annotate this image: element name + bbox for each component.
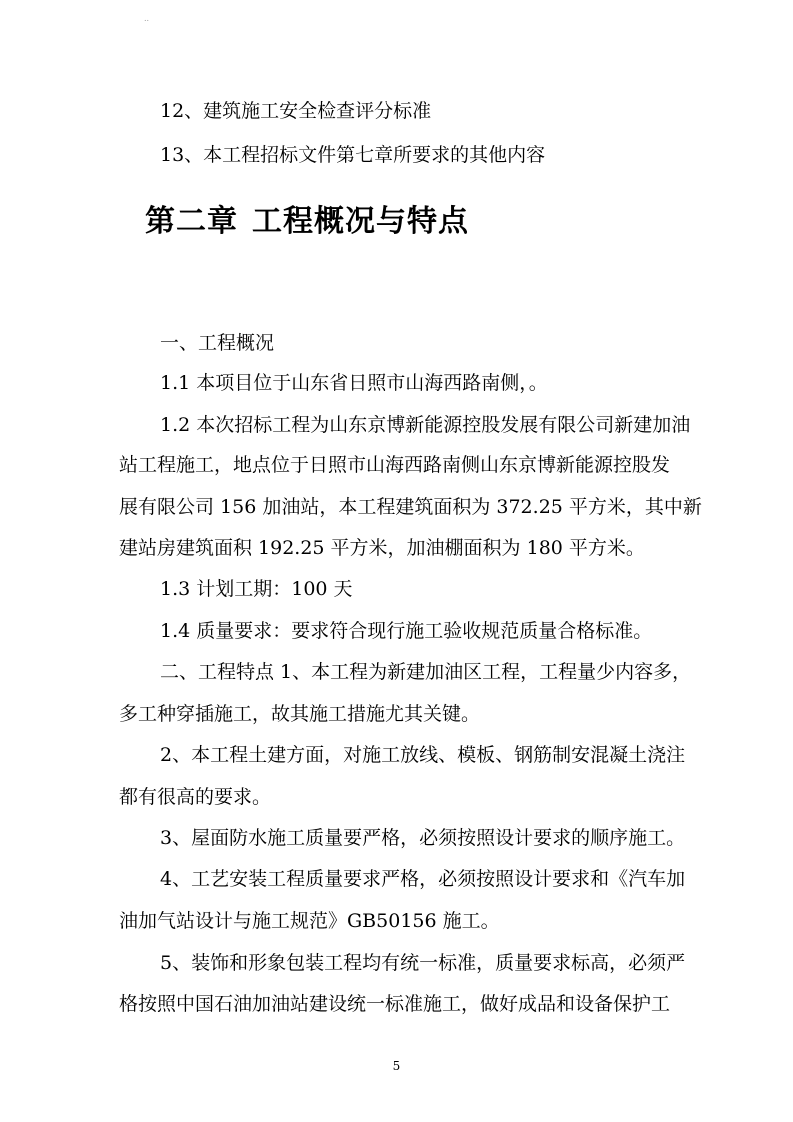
paragraph-2-1-line: 二、工程特点 1、本工程为新建加油区工程，工程量少内容多， (160, 661, 692, 683)
corner-mark: .. (144, 14, 150, 23)
paragraph-2-2-line: 都有很高的要求。 (119, 786, 272, 808)
paragraph-1-2-line: 1.2 本次招标工程为山东京博新能源控股发展有限公司新建加油 (160, 414, 691, 436)
list-item-13: 13、本工程招标文件第七章所要求的其他内容 (160, 144, 546, 166)
paragraph-1-2-line: 建站房建筑面积 192.25 平方米，加油棚面积为 180 平方米。 (119, 537, 645, 559)
paragraph-1-4: 1.4 质量要求：要求符合现行施工验收规范质量合格标准。 (160, 620, 653, 642)
paragraph-1-1: 1.1 本项目位于山东省日照市山海西路南侧，。 (160, 372, 548, 394)
list-item-12: 12、建筑施工安全检查评分标准 (160, 100, 432, 122)
paragraph-2-4-line: 油加气站设计与施工规范》GB50156 施工。 (119, 910, 500, 932)
paragraph-2-5-line: 格按照中国石油加油站建设统一标准施工，做好成品和设备保护工 (119, 993, 671, 1015)
paragraph-1-2-line: 站工程施工，地点位于日照市山海西路南侧山东京博新能源控股发 (119, 454, 671, 476)
paragraph-2-1-line: 多工种穿插施工，故其施工措施尤其关键。 (119, 703, 481, 725)
paragraph-2-5-line: 5、装饰和形象包装工程均有统一标准，质量要求标高，必须严 (160, 952, 686, 974)
page-number: 5 (392, 1059, 401, 1073)
chapter-heading (145, 202, 469, 242)
paragraph-2-3: 3、屋面防水施工质量要严格，必须按照设计要求的顺序施工。 (160, 827, 686, 849)
chapter-title: 工程概况与特点 (252, 204, 469, 239)
paragraph-2-4-line: 4、工艺安装工程质量要求严格，必须按照设计要求和《汽车加 (160, 868, 686, 890)
paragraph-1-3: 1.3 计划工期：100 天 (160, 578, 353, 600)
section-heading-overview: 一、工程概况 (160, 332, 275, 354)
paragraph-2-2-line: 2、本工程土建方面，对施工放线、模板、钢筋制安混凝土浇注 (160, 744, 686, 766)
chapter-number: 第二章 (145, 204, 238, 239)
paragraph-1-2-line: 展有限公司 156 加油站，本工程建筑面积为 372.25 平方米，其中新 (119, 496, 702, 518)
